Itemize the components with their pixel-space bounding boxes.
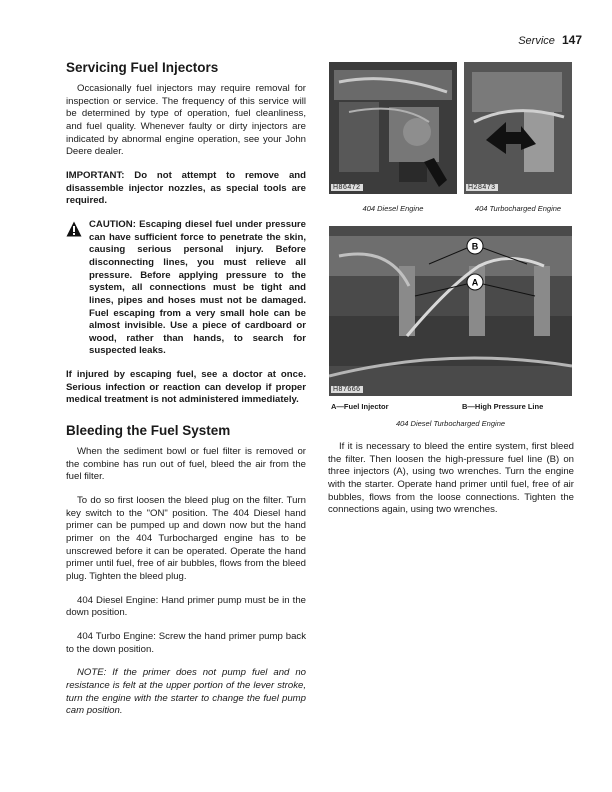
engine-photo-illustration <box>329 62 457 194</box>
injector-photo-illustration <box>329 226 572 396</box>
legend-fuel-injector: A—Fuel Injector <box>331 402 389 411</box>
photo-id-2: H28473 <box>468 184 496 191</box>
caution-block <box>66 219 306 358</box>
right-column <box>328 441 574 517</box>
note-primer: NOTE: If the primer does not pump fuel and no resistance is felt at the upper portion of the lever stroke, turn the engine with the starter to change the fuel pump cam position. <box>66 667 306 717</box>
paragraph-bleed-intro: When the sediment bowl or fuel filter is removed or the combine has run out of fuel, bleed the air from the fuel filter. <box>66 446 306 483</box>
photo-id-3: H87666 <box>333 386 361 393</box>
heading-servicing-injectors: Servicing Fuel Injectors <box>66 60 219 75</box>
callout-a: A <box>471 277 479 288</box>
legend-high-pressure-line: B—High Pressure Line <box>462 402 544 411</box>
injury-warning: If injured by escaping fuel, see a doctor at once. Serious infection or reaction can develop if proper medical treatment is not administered immediately. <box>66 369 306 406</box>
left-column <box>66 60 306 718</box>
warning-triangle-icon <box>66 221 82 237</box>
heading-bleeding-fuel: Bleeding the Fuel System <box>66 423 231 439</box>
paragraph-404-diesel: 404 Diesel Engine: Hand primer pump must be in the down position. <box>66 594 306 619</box>
paragraph-bleed-entire-system: If it is necessary to bleed the entire system, first bleed the filter. Then loosen the high-pressure fuel line (B) on three injectors (A), using two wrenches. Turn the engine with the starter. Operate hand primer until fuel, free of air bubbles, flows from the loose connections. Tighten the connections again, using two wrenches. <box>328 441 574 516</box>
page-number: 147 <box>561 33 582 47</box>
turbo-photo-illustration <box>464 62 572 194</box>
paragraph-404-turbo: 404 Turbo Engine: Screw the hand primer pump back to the down position. <box>66 630 306 655</box>
photo-404-diesel-engine <box>329 62 457 194</box>
page-header <box>518 33 582 47</box>
callout-b: B <box>471 241 479 252</box>
paragraph-injectors-intro: Occasionally fuel injectors may require removal for inspection or service. The frequency of this service will be determined by type of operation, fuel cleanliness, and fuel quality. Whenever faulty or dirty injectors are indicated by abnormal engine operation, see your John Deere dealer. <box>66 83 306 158</box>
photo-404-turbo-engine <box>464 62 572 194</box>
caption-404-diesel: 404 Diesel Engine <box>362 204 424 213</box>
caption-404-turbo: 404 Turbocharged Engine <box>474 204 562 213</box>
photo-404-diesel-turbocharged <box>329 226 572 396</box>
caution-text: CAUTION: Escaping diesel fuel under pressure can have sufficient force to penetrate the skin, causing serious personal injury. Before disconnecting lines, you must relieve all pressure. Before applying pressure to the system, all connections must be tight and lines, pipes and hoses must not be damaged. Fuel escaping from a very small hole can be almost invisible. Use a piece of cardboard or wood, rather than hands, to search for suspected leaks. <box>89 218 306 357</box>
important-notice: IMPORTANT: Do not attempt to remove and disassemble injector nozzles, as special tools are required. <box>66 169 306 207</box>
paragraph-bleed-steps: To do so first loosen the bleed plug on the filter. Turn key switch to the "ON" position. The 404 Diesel hand primer can be pumped up and down now but the hand primer on the 404 Turbocharged engine has to be unscrewed before it can be operated. Operate the hand primer until fuel, free of air bubbles, flows from the bleed plug. Tighten the bleed plug. <box>66 495 306 582</box>
section-name: Service <box>518 35 555 47</box>
caption-404-diesel-turbocharged: 404 Diesel Turbocharged Engine <box>395 419 506 428</box>
photo-id-1: H86472 <box>333 184 361 191</box>
